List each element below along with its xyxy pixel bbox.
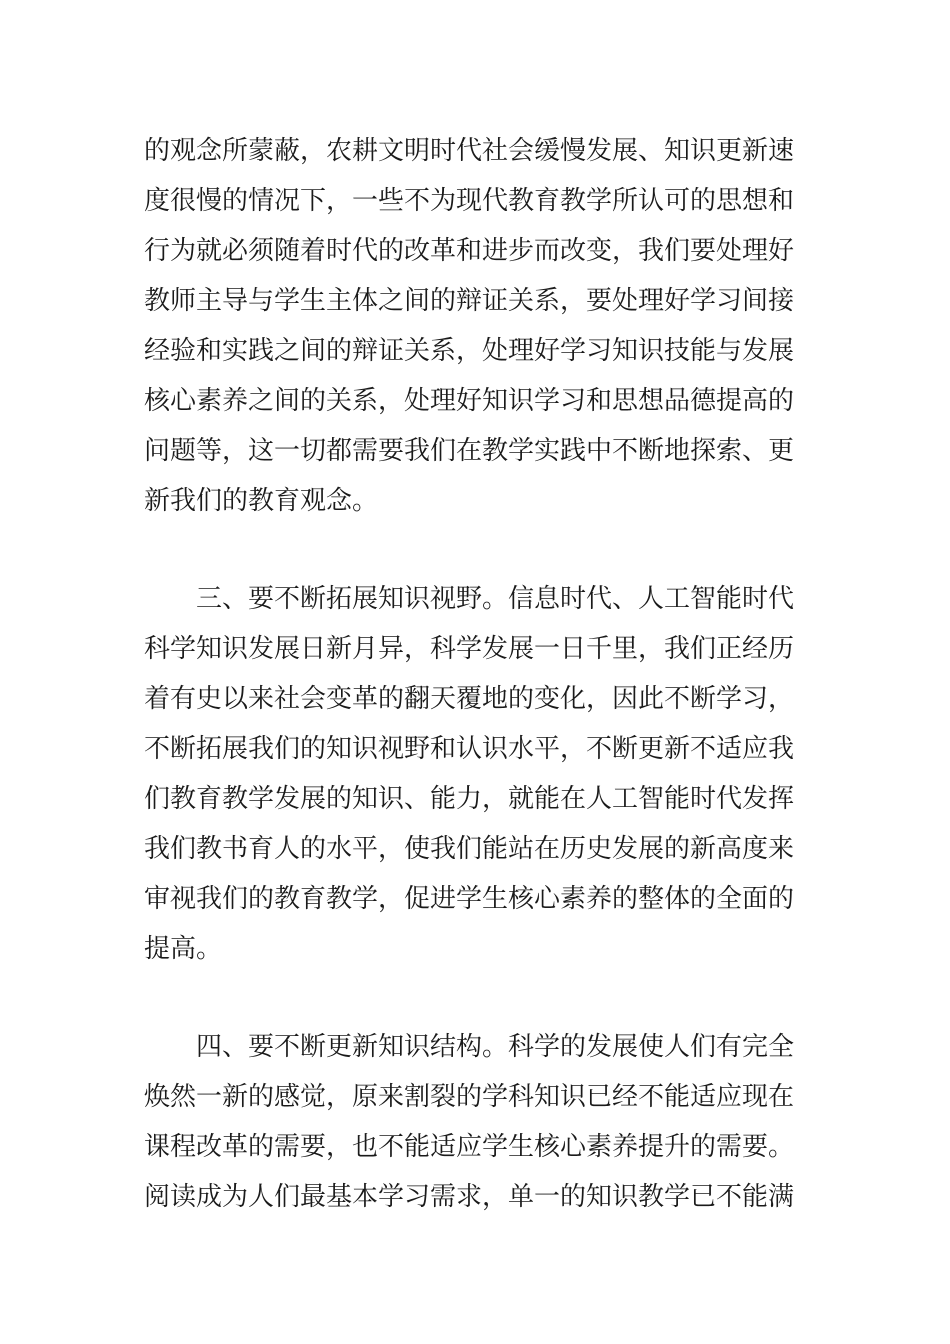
text-line: 问题等，这一切都需要我们在教学实践中不断地探索、更 <box>144 436 795 466</box>
paragraph-2 <box>144 574 808 974</box>
text-line: 度很慢的情况下，一些不为现代教育教学所认可的思想和 <box>144 186 795 216</box>
text-line: 教师主导与学生主体之间的辩证关系，要处理好学习间接 <box>144 286 795 316</box>
text-line: 的观念所蒙蔽，农耕文明时代社会缓慢发展、知识更新速 <box>144 136 795 166</box>
text-line: 新我们的教育观念。 <box>144 486 379 516</box>
text-line: 我们教书育人的水平，使我们能站在历史发展的新高度来 <box>144 834 795 864</box>
text-line: 经验和实践之间的辩证关系，处理好学习知识技能与发展 <box>144 336 795 366</box>
paragraph-3 <box>144 1022 808 1222</box>
text-line: 提高。 <box>144 934 223 964</box>
paragraph-1 <box>144 126 808 526</box>
text-line: 不断拓展我们的知识视野和认识水平，不断更新不适应我 <box>144 734 795 764</box>
text-line: 行为就必须随着时代的改革和进步而改变，我们要处理好 <box>144 236 795 266</box>
text-line: 审视我们的教育教学，促进学生核心素养的整体的全面的 <box>144 884 795 914</box>
text-line: 着有史以来社会变革的翻天覆地的变化，因此不断学习， <box>144 684 795 714</box>
text-line: 课程改革的需要，也不能适应学生核心素养提升的需要。 <box>144 1132 795 1162</box>
text-line: 焕然一新的感觉，原来割裂的学科知识已经不能适应现在 <box>144 1082 795 1112</box>
text-line: 科学知识发展日新月异，科学发展一日千里，我们正经历 <box>144 634 795 664</box>
text-line: 们教育教学发展的知识、能力，就能在人工智能时代发挥 <box>144 784 795 814</box>
text-line: 三、要不断拓展知识视野。信息时代、人工智能时代 <box>144 584 795 614</box>
text-line: 四、要不断更新知识结构。科学的发展使人们有完全 <box>144 1032 795 1062</box>
text-line: 阅读成为人们最基本学习需求，单一的知识教学已不能满 <box>144 1182 795 1212</box>
text-line: 核心素养之间的关系，处理好知识学习和思想品德提高的 <box>144 386 795 416</box>
